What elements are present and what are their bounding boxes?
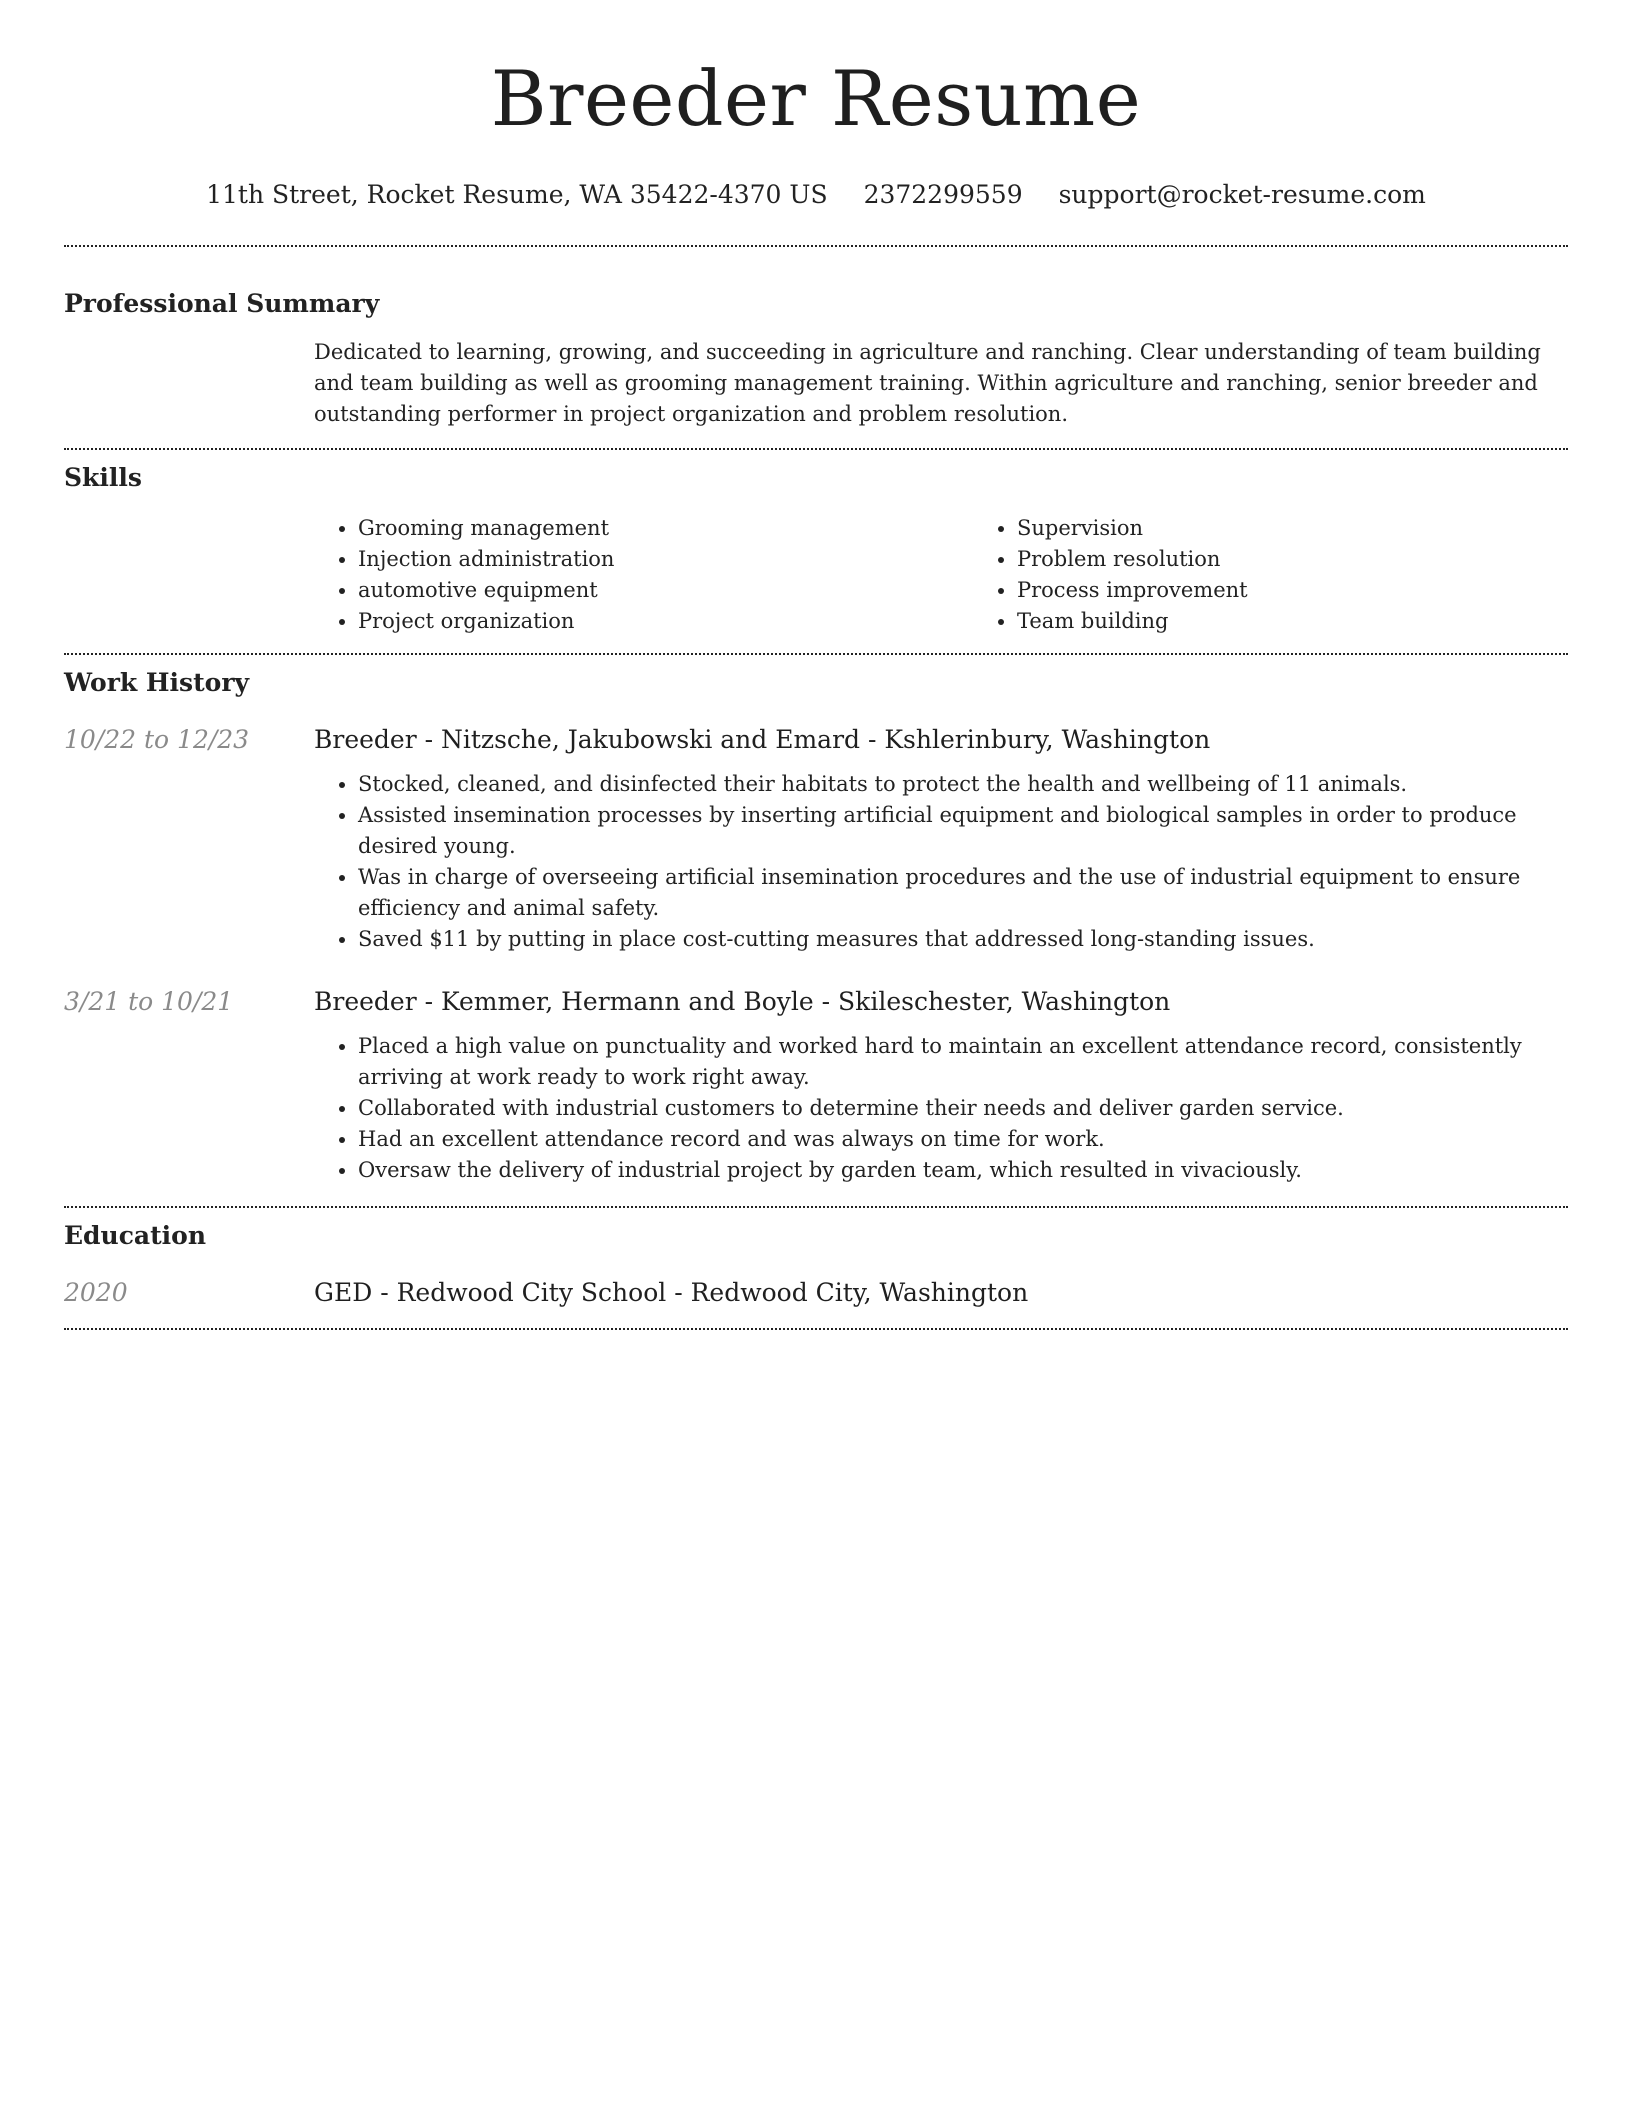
skill-item: • Injection administration	[358, 544, 973, 575]
education-section	[64, 1208, 1568, 1310]
work-section	[64, 655, 1568, 1186]
resume-page	[64, 0, 1568, 1330]
job-bullet: • Oversaw the delivery of industrial project by garden team, which resulted in vivaciously.	[358, 1155, 1568, 1186]
skill-item: • Project organization	[358, 606, 973, 637]
resume-title: Breeder Resume	[490, 54, 1142, 143]
skill-item: • Process improvement	[1017, 575, 1632, 606]
job-bullet: • Collaborated with industrial customers to determine their needs and deliver garden service.	[358, 1093, 1568, 1124]
job-bullet: • Had an excellent attendance record and was always on time for work.	[358, 1124, 1568, 1155]
job-bullet: • Was in charge of overseeing artificial insemination procedures and the use of industrial equipment to ensure efficiency and animal safety.	[358, 862, 1568, 924]
skills-spacer	[64, 513, 314, 637]
education-year: 2020	[64, 1278, 128, 1307]
contact-email: support@rocket-resume.com	[1058, 180, 1426, 209]
skills-list-left	[314, 513, 973, 637]
job-entry	[64, 723, 1568, 955]
summary-section	[64, 247, 1568, 430]
education-body	[314, 1276, 1568, 1310]
summary-spacer	[64, 337, 314, 430]
education-heading: Education	[64, 1221, 207, 1250]
job-title: Breeder - Nitzsche, Jakubowski and Emard - Kshlerinbury, Washington	[314, 725, 1211, 754]
summary-heading: Professional Summary	[64, 289, 380, 318]
job-bullet: • Stocked, cleaned, and disinfected their habitats to protect the health and wellbeing of 11 animals.	[358, 769, 1568, 800]
job-bullet: • Saved $11 by putting in place cost-cutting measures that addressed long-standing issues.	[358, 924, 1568, 955]
job-body	[314, 985, 1568, 1186]
job-bullets	[314, 1031, 1568, 1186]
job-bullet: • Placed a high value on punctuality and worked hard to maintain an excellent attendance record, consistently arriving at work ready to work right away.	[358, 1031, 1568, 1093]
summary-row	[64, 337, 1568, 430]
skill-item: • Grooming management	[358, 513, 973, 544]
contact-address: 11th Street, Rocket Resume, WA 35422-4370 US	[206, 180, 828, 209]
summary-text: Dedicated to learning, growing, and succeeding in agriculture and ranching. Clear understanding of team building and team building as well as grooming management training. Within agriculture and ranching, senior breeder and outstanding performer in project organization and problem resolution.	[314, 340, 1541, 426]
skill-item: • Team building	[1017, 606, 1632, 637]
skills-list-right	[973, 513, 1632, 637]
skills-lists	[314, 513, 1632, 637]
education-title: GED - Redwood City School - Redwood City, Washington	[314, 1278, 1029, 1307]
education-entry	[64, 1276, 1568, 1310]
skills-row	[64, 513, 1568, 637]
skill-item: • Problem resolution	[1017, 544, 1632, 575]
contact-phone: 2372299559	[863, 180, 1023, 209]
divider	[64, 1328, 1568, 1330]
job-bullets	[314, 769, 1568, 955]
job-dates: 3/21 to 10/21	[64, 987, 234, 1016]
job-title: Breeder - Kemmer, Hermann and Boyle - Skileschester, Washington	[314, 987, 1171, 1016]
contact-line	[64, 178, 1568, 212]
skill-item: • automotive equipment	[358, 575, 973, 606]
work-heading: Work History	[64, 668, 250, 697]
skills-heading: Skills	[64, 463, 142, 492]
skill-item: • Supervision	[1017, 513, 1632, 544]
job-bullet: • Assisted insemination processes by inserting artificial equipment and biological samples in order to produce desired young.	[358, 800, 1568, 862]
job-body	[314, 723, 1568, 955]
summary-body	[314, 337, 1568, 430]
job-dates: 10/22 to 12/23	[64, 725, 250, 754]
skills-section	[64, 450, 1568, 637]
job-entry	[64, 985, 1568, 1186]
